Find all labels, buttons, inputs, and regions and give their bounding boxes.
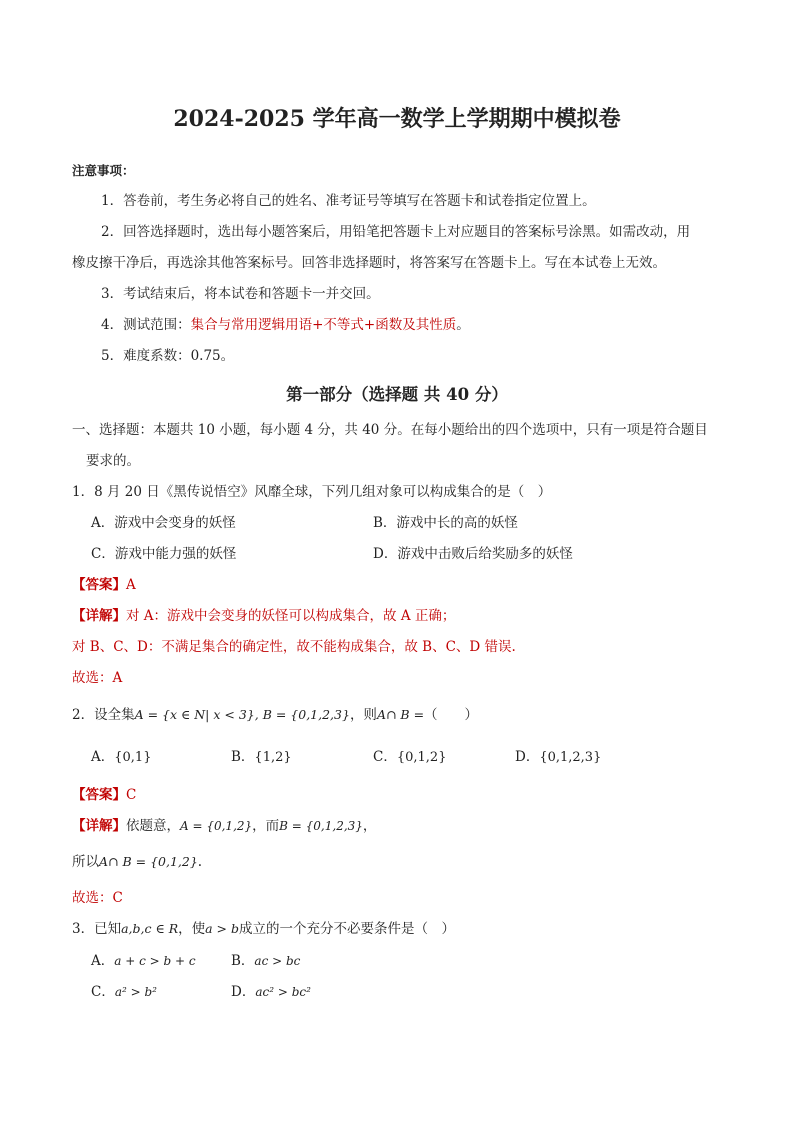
q1-answer (72, 576, 136, 594)
q2-stem (72, 706, 478, 724)
q2-stem-prefix: 2．设全集 (72, 707, 135, 723)
q3-stem-cond: a > b (205, 921, 239, 936)
q2-stem-sets: A = {x ∈ N| x < 3}, B = {0,1,2,3} (134, 707, 350, 722)
q3-option-c (91, 983, 157, 1001)
q1-option-c: C．游戏中能力强的妖怪 (91, 546, 237, 562)
q1-answer-value: A (126, 577, 136, 593)
q2-so-expr: A∩ B = {0,1,2} (99, 854, 198, 869)
q2-detail-b: B = {0,1,2,3} (279, 819, 363, 833)
q3-option-b-value: ac > bc (254, 954, 301, 968)
q2-stem-expr: A∩ B = (376, 707, 425, 722)
q1-detail-line-1 (72, 607, 455, 625)
q1-detail-tag: 【详解】 (72, 608, 126, 624)
q2-detail-prefix: 依题意， (126, 818, 180, 834)
q2-stem-mid: ，则 (349, 707, 377, 723)
section-intro-line-1: 一、选择题：本题共 10 小题，每小题 4 分，共 40 分。在每小题给出的四个选项中，只有一项是符合题目 (72, 422, 708, 438)
q1-stem: 1．8 月 20 日《黑传说悟空》风靡全球，下列几组对象可以构成集合的是（ ） (72, 484, 552, 500)
q3-option-b (231, 952, 300, 970)
q2-option-c (373, 748, 446, 767)
q2-option-a (91, 748, 151, 767)
q2-option-a-label: A． (91, 749, 115, 765)
q2-detail-tag: 【详解】 (72, 818, 126, 834)
q1-detail-line-2: 对 B、C、D：不满足集合的确定性，故不能构成集合，故 B、C、D 错误. (72, 639, 516, 655)
q3-stem-suffix: 成立的一个充分不必要条件是（ ） (238, 921, 455, 937)
q2-option-c-label: C． (373, 749, 397, 765)
q3-option-d (231, 983, 311, 1001)
q1-choose: 故选：A (72, 670, 123, 686)
q2-answer-value: C (126, 787, 137, 803)
q2-detail-end: ， (362, 818, 377, 834)
notice-2-line-1: 2．回答选择题时，选出每小题答案后，用铅笔把答题卡上对应题目的答案标号涂黑。如需改动，用 (101, 224, 691, 240)
q3-option-d-label: D． (231, 984, 256, 1000)
q2-detail (72, 817, 376, 835)
q3-option-b-label: B． (231, 953, 255, 969)
notice-4-suffix: 。 (456, 317, 470, 333)
q3-stem-mid: ，使 (178, 921, 206, 937)
q3-option-c-label: C． (91, 984, 115, 1000)
q2-option-d-label: D． (515, 749, 540, 765)
notice-4-prefix: 4．测试范围： (101, 317, 191, 333)
q2-so (72, 853, 202, 871)
notice-5: 5．难度系数：0.75。 (101, 348, 235, 364)
q2-detail-a: A = {0,1,2} (180, 819, 253, 833)
notice-3: 3．考试结束后，将本试卷和答题卡一并交回。 (101, 286, 380, 302)
part-title: 第一部分（选择题 共 40 分） (286, 385, 508, 404)
q1-option-a: A．游戏中会变身的妖怪 (91, 515, 236, 531)
q2-answer-tag: 【答案】 (72, 787, 126, 803)
q2-option-a-value: {0,1} (114, 750, 152, 765)
q3-option-a-label: A． (91, 953, 115, 969)
q2-option-b-label: B． (231, 749, 255, 765)
q2-choose: 故选：C (72, 890, 123, 906)
notice-4 (101, 316, 470, 334)
q3-stem-prefix: 3．已知 (72, 921, 122, 937)
q2-answer (72, 786, 136, 804)
q3-option-c-value: a² > b² (114, 985, 157, 999)
notice-1: 1．答卷前，考生务必将自己的姓名、准考证号等填写在答题卡和试卷指定位置上。 (101, 193, 596, 209)
q2-detail-mid: ，而 (252, 818, 280, 834)
q1-option-b: B．游戏中长的高的妖怪 (373, 515, 518, 531)
q2-option-d-value: {0,1,2,3} (539, 750, 602, 765)
notice-4-scope: 集合与常用逻辑用语+不等式+函数及其性质 (190, 317, 457, 333)
q2-stem-suffix: （ ） (424, 707, 479, 723)
q3-stem (72, 920, 455, 938)
q1-option-d: D．游戏中击败后给奖励多的妖怪 (373, 546, 573, 562)
q2-so-end: . (197, 854, 203, 870)
notice-2-line-2: 橡皮擦干净后，再选涂其他答案标号。回答非选择题时，将答案写在答题卡上。写在本试卷上无效。 (72, 255, 666, 271)
section-intro-line-2: 要求的。 (86, 453, 140, 469)
q3-stem-vars: a,b,c ∈ R (121, 921, 179, 936)
q2-option-c-value: {0,1,2} (396, 750, 447, 765)
q2-option-d (515, 748, 601, 767)
q1-detail-1: 对 A：游戏中会变身的妖怪可以构成集合，故 A 正确； (126, 608, 456, 624)
notice-heading: 注意事项： (72, 163, 135, 178)
q2-option-b-value: {1,2} (254, 750, 292, 765)
q3-option-d-value: ac² > bc² (255, 985, 311, 999)
q3-option-a-value: a + c > b + c (114, 954, 196, 968)
q2-so-prefix: 所以 (72, 854, 99, 870)
q3-option-a (91, 952, 196, 970)
q1-answer-tag: 【答案】 (72, 577, 126, 593)
page-title: 2024-2025 学年高一数学上学期期中模拟卷 (173, 106, 621, 132)
q2-option-b (231, 748, 292, 767)
